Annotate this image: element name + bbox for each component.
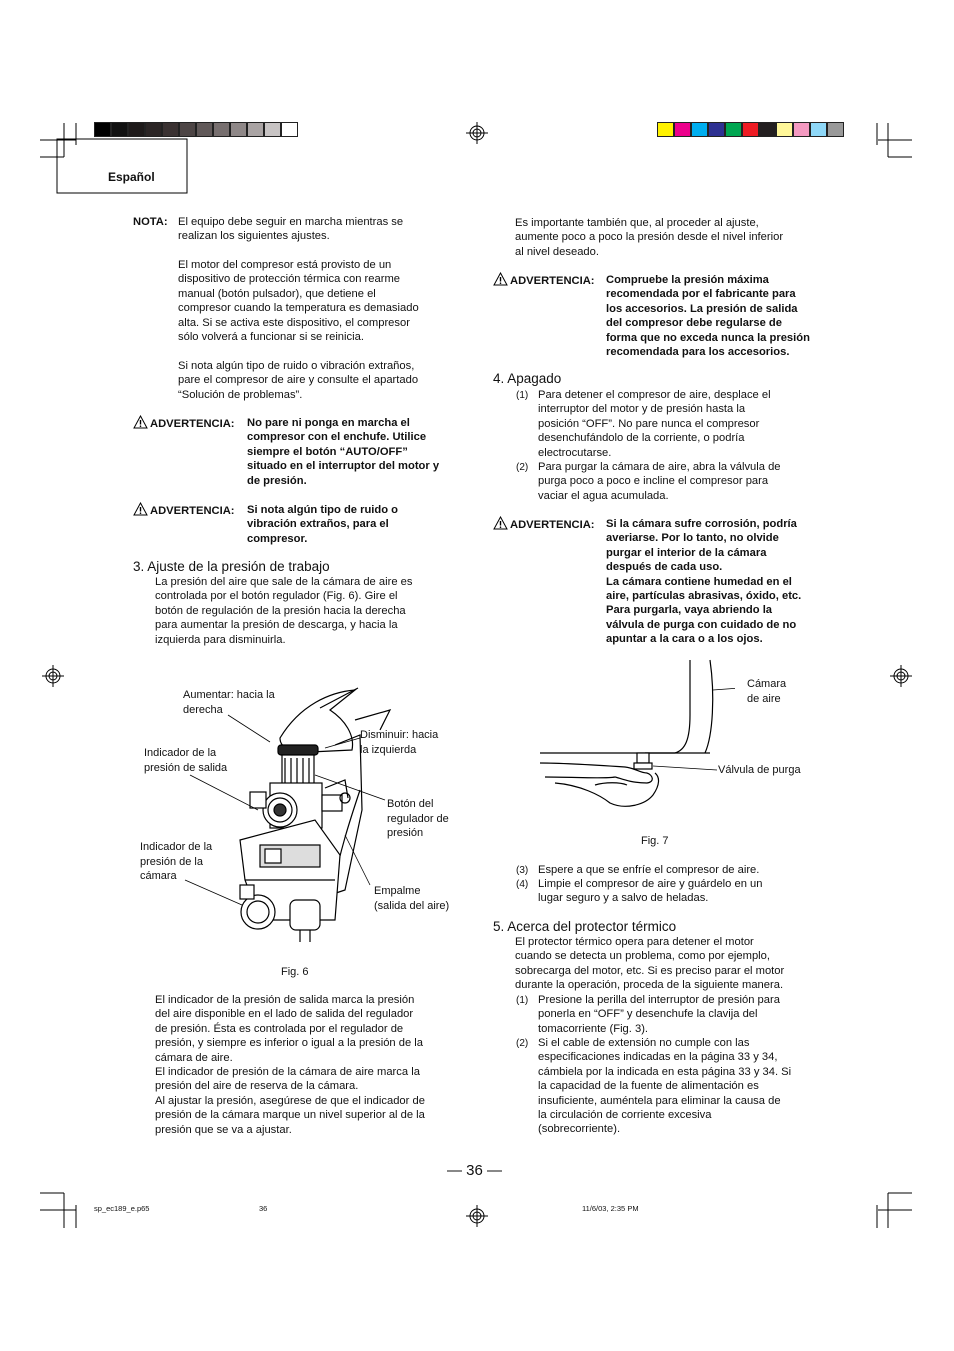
text-line: Al ajustar la presión, asegúrese de que el indicador de (155, 1094, 425, 1107)
text-line: dispositivo de protección térmica con rearme (178, 273, 400, 286)
color-swatch (725, 122, 742, 137)
color-swatch (145, 122, 162, 137)
color-swatch (674, 122, 691, 137)
color-swatch (657, 122, 674, 137)
footer-filename: sp_ec189_e.p65 (94, 1204, 150, 1213)
text-line: Aumentar: hacia la (183, 689, 275, 701)
color-swatch (281, 122, 298, 137)
text-line: la capacidad de la fuente de alimentación es (538, 1080, 759, 1093)
grayscale-swatches (94, 122, 298, 137)
paragraph (515, 216, 783, 259)
footer-date: 11/6/03, 2:35 PM (582, 1204, 639, 1213)
warning-icon (493, 272, 508, 286)
text-line: los accesorios. La presión de salida (606, 302, 798, 315)
warning-label: ADVERTENCIA: (493, 272, 595, 288)
item-number: (1) (516, 995, 529, 1006)
text-line: izquierda para disminuirla. (155, 633, 286, 646)
color-swatch (196, 122, 213, 137)
nota-text (178, 215, 403, 244)
color-swatch (708, 122, 725, 137)
text-line: El motor del compresor está provisto de un (178, 259, 392, 271)
text-line: regulador de (387, 812, 449, 825)
text-line: purga poco a poco e incline el compresor para (538, 475, 769, 488)
warning-text (606, 273, 810, 359)
color-swatch (179, 122, 196, 137)
text-line: averiarse. Por lo tanto, no olvide (606, 532, 779, 545)
paragraph (178, 258, 419, 344)
warning-text (247, 416, 439, 488)
text-line: vibración extraños, para el (247, 518, 389, 531)
text-line: El equipo debe seguir en marcha mientras se (178, 216, 404, 228)
text-line: presión de la cámara marque un nivel superior al de la (155, 1109, 425, 1122)
text-line: interruptor del motor y de presión hasta la (538, 403, 746, 416)
item-number: (2) (516, 1038, 529, 1049)
item-number: (2) (516, 462, 529, 473)
text-line: apuntar a la cara o a los ojos. (606, 633, 763, 646)
text-line: presión del aire de reserva de la cámara. (155, 1080, 359, 1093)
text-line: compresor cuando la temperatura es demasiado (178, 302, 419, 315)
list-item (538, 388, 771, 460)
list-item (538, 1036, 791, 1137)
item-number: (1) (516, 390, 529, 401)
text-line: Disminuir: hacia (360, 729, 439, 741)
fig6-label-boton-regulador (387, 797, 449, 841)
text-line: presión que se va a ajustar. (155, 1123, 292, 1136)
text-line: La presión del aire que sale de la cámara de aire es (155, 576, 413, 588)
text-line: especificaciones indicadas en la página 33 y 34, (538, 1051, 778, 1064)
color-swatch (230, 122, 247, 137)
warning-icon (493, 516, 508, 530)
text-line: Empalme (374, 885, 421, 897)
text-line: presión, y siempre es inferior o igual a la presión de la (155, 1037, 424, 1050)
text-line: aire, partículas abrasivas, óxido, etc. (606, 590, 802, 603)
color-swatch (94, 122, 111, 137)
footer-pageno: 36 (259, 1204, 268, 1213)
warning-label: ADVERTENCIA: (133, 415, 235, 431)
text-line: (sobrecorriente). (538, 1123, 621, 1136)
text-line: Para purgar la cámara de aire, abra la válvula de (538, 461, 781, 473)
nota-label: NOTA: (133, 216, 168, 228)
warning-text (247, 503, 398, 546)
text-line: alta. Si se activa este dispositivo, el compresor (178, 316, 410, 329)
text-line: para aumentar la presión de descarga, y hacia la (155, 619, 398, 632)
fig7-label-camara (747, 677, 786, 706)
text-line: aumente poco a poco la presión desde el nivel inferior (515, 231, 784, 244)
warning-icon (133, 415, 148, 429)
text-line: Si la cámara sufre corrosión, podría (606, 518, 797, 530)
color-swatch (742, 122, 759, 137)
text-line: sólo volverá a funcionar si se reinicia. (178, 331, 364, 344)
text-line: Es importante también que, al proceder al ajuste, (515, 217, 759, 229)
fig6-label-disminuir (360, 728, 438, 757)
text-line: botón de regulación de la presión hacia la derecha (155, 604, 406, 617)
text-line: (salida del aire) (374, 899, 450, 912)
text-line: vaciar el agua acumulada. (538, 489, 669, 502)
list-item (538, 877, 763, 906)
color-swatch (213, 122, 230, 137)
text-line: manual (botón pulsador), que detiene el (178, 287, 376, 300)
text-line: Cámara (747, 678, 787, 690)
text-line: Limpie el compresor de aire y guárdelo en un (538, 878, 763, 890)
paragraph (155, 993, 425, 1137)
text-line: del compresor debe regularse de (606, 317, 782, 330)
text-line: compresor con el enchufe. Utilice (247, 431, 427, 444)
text-line: del aire disponible en el lado de salida del regulador (155, 1008, 414, 1021)
text-line: forma que no exceda nunca la presión (606, 331, 810, 344)
text-line: lugar seguro y a salvo de heladas. (538, 892, 709, 905)
list-item (538, 863, 759, 877)
language-label: Español (108, 170, 155, 184)
text-line: pare el compresor de aire y consulte el apartado (178, 374, 419, 387)
text-line: cámara (140, 870, 177, 883)
text-line: purgar el interior de la cámara (606, 546, 767, 559)
fig6-caption: Fig. 6 (281, 966, 309, 978)
text-line: El indicador de la presión de salida marca la presión (155, 994, 415, 1006)
text-line: El protector térmico opera para detener el motor (515, 936, 754, 948)
paragraph (515, 935, 784, 993)
text-line: Indicador de la (140, 841, 213, 853)
paragraph (178, 359, 418, 402)
page-number: — 36 — (447, 1162, 503, 1179)
text-line: cuando se detecta un problema, como por ejemplo, (515, 950, 770, 963)
color-swatches (657, 122, 844, 137)
text-line: compresor. (247, 532, 308, 545)
list-item (538, 460, 781, 503)
fig6-label-indicador-camara (140, 840, 212, 884)
text-line: tomacorriente (Fig. 3). (538, 1022, 649, 1035)
color-swatch (827, 122, 844, 137)
text-line: la circulación de corriente excesiva (538, 1109, 712, 1122)
text-line: Indicador de la (144, 747, 217, 759)
paragraph (155, 575, 412, 647)
fig6-label-empalme (374, 884, 449, 913)
color-swatch (247, 122, 264, 137)
text-line: Botón del (387, 798, 434, 810)
text-line: La cámara contiene humedad en el (606, 575, 792, 588)
text-line: Para purgarla, vaya abriendo la (606, 604, 773, 617)
warning-icon (133, 502, 148, 516)
text-line: presión (387, 827, 424, 840)
text-line: El indicador de presión de la cámara de aire marca la (155, 1066, 420, 1079)
fig7-caption: Fig. 7 (641, 835, 669, 847)
text-line: sobrecarga del motor, etc. Si es preciso parar el motor (515, 964, 785, 977)
text-line: realizan los siguientes ajustes. (178, 230, 330, 243)
text-line: electrocutarse. (538, 446, 612, 459)
color-swatch (691, 122, 708, 137)
text-line: situado en el interruptor del motor y (247, 460, 440, 473)
section-heading: 3. Ajuste de la presión de trabajo (133, 559, 330, 574)
text-line: Si nota algún tipo de ruido o (247, 504, 399, 516)
text-line: posición “OFF”. No pare nunca el compresor (538, 417, 760, 430)
text-line: insuficiente, auméntela para eliminar la causa de (538, 1094, 781, 1107)
text-line: recomendada para los accesorios. (606, 346, 790, 359)
color-swatch (776, 122, 793, 137)
text-line: de presión. (247, 474, 307, 487)
text-line: ponerla en “OFF” y desenchufe la clavija del (538, 1008, 758, 1021)
color-swatch (264, 122, 281, 137)
text-line: presión de la (140, 855, 203, 868)
text-line: Si el cable de extensión no cumple con las (538, 1037, 750, 1049)
warning-label: ADVERTENCIA: (493, 516, 595, 532)
text-line: válvula de purga con cuidado de no (606, 618, 797, 631)
text-line: después de cada uso. (606, 561, 723, 574)
item-number: (3) (516, 865, 529, 876)
color-swatch (162, 122, 179, 137)
text-line: No pare ni ponga en marcha el (247, 417, 410, 429)
text-line: Para detener el compresor de aire, desplace el (538, 389, 771, 401)
text-line: durante la operación, proceda de la siguiente manera. (515, 979, 784, 992)
list-item (538, 993, 780, 1036)
text-line: “Solución de problemas”. (178, 388, 303, 401)
warning-text (606, 517, 801, 647)
color-swatch (810, 122, 827, 137)
color-swatch (759, 122, 776, 137)
text-line: Presione la perilla del interruptor de presión para (538, 994, 780, 1006)
text-line: al nivel deseado. (515, 245, 599, 258)
text-line: Si nota algún tipo de ruido o vibración extraños, (178, 360, 415, 372)
text-line: desenchufándolo de la corriente, o podría (538, 432, 745, 445)
color-swatch (111, 122, 128, 137)
text-line: de presión. Ésta es controlada por el regulador de (155, 1022, 404, 1035)
text-line: recomendada por el fabricante para (606, 288, 796, 301)
text-line: Espere a que se enfríe el compresor de aire. (538, 864, 760, 876)
fig6-label-indicador-salida (144, 746, 227, 775)
item-number: (4) (516, 879, 529, 890)
text-line: cámbiela por la indicada en esta página 33 y 34. Si (538, 1065, 792, 1078)
text-line: siempre el botón “AUTO/OFF” (247, 445, 408, 458)
warning-label: ADVERTENCIA: (133, 502, 235, 518)
section-heading: 5. Acerca del protector térmico (493, 919, 677, 934)
text-line: presión de salida (144, 761, 228, 774)
color-swatch (128, 122, 145, 137)
section-heading: 4. Apagado (493, 371, 562, 386)
fig6-label-aumentar (183, 688, 275, 717)
fig7-label-valvula: Válvula de purga (718, 764, 801, 776)
figure-7-drain-valve-illustration (535, 655, 735, 820)
text-line: controlada por el botón regulador (Fig. 6). Gire el (155, 590, 398, 603)
color-swatch (793, 122, 810, 137)
text-line: derecha (183, 703, 223, 716)
text-line: la izquierda (360, 743, 417, 756)
text-line: Compruebe la presión máxima (606, 274, 769, 286)
text-line: de aire (747, 692, 781, 705)
text-line: cámara de aire. (155, 1051, 233, 1064)
